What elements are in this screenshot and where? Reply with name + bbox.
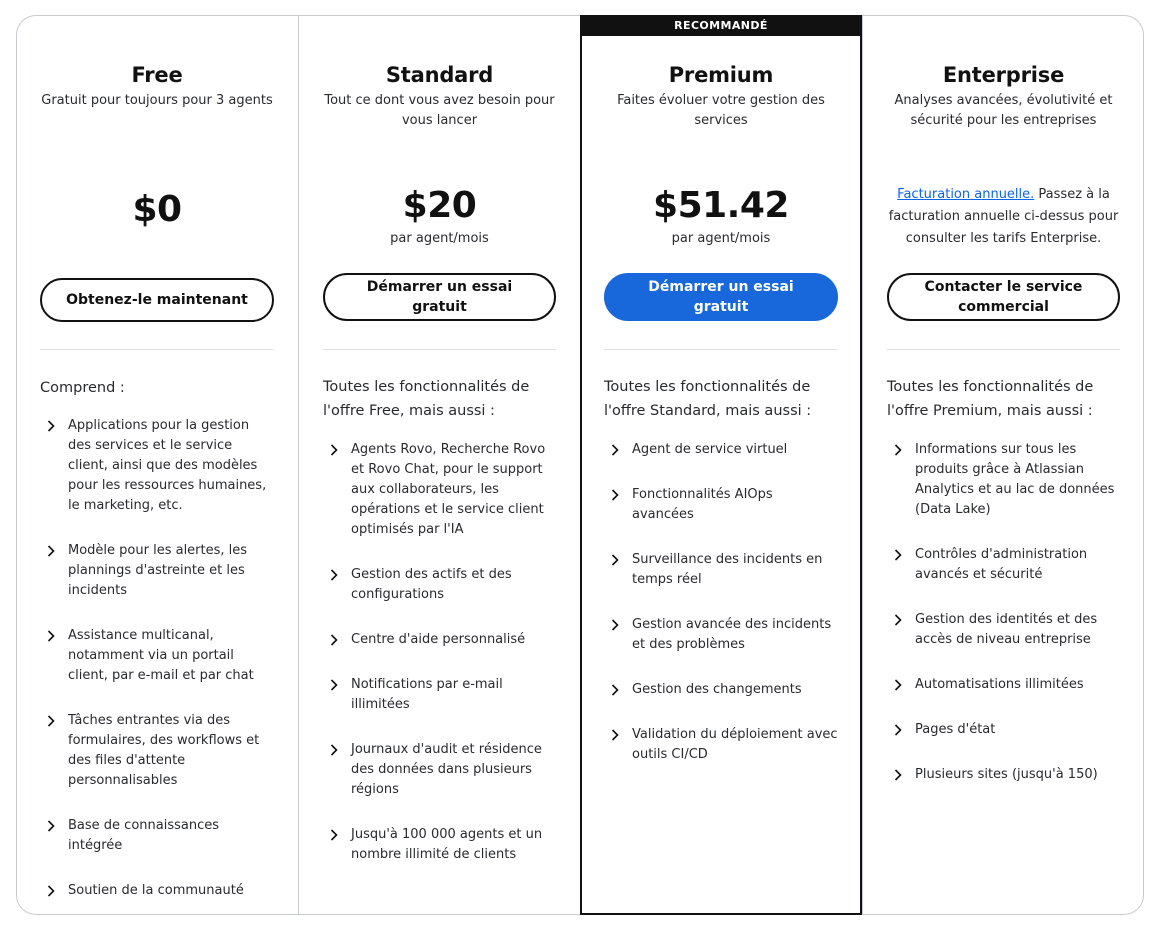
chevron-right-icon [44,714,58,728]
feature-item: Jusqu'à 100 000 agents et un nombre illimité de clients [323,825,556,865]
chevron-right-icon [44,629,58,643]
includes-heading: Toutes les fonctionnalités de l'offre Standard, mais aussi : [604,379,812,419]
chevron-right-icon [891,613,905,627]
recommended-badge: RECOMMANDÉ [580,15,862,36]
price-unit: par agent/mois [671,231,771,246]
plan-premium [580,15,862,915]
chevron-right-icon [891,678,905,692]
chevron-right-icon [327,568,341,582]
plan-free [16,15,298,915]
price-unit: par agent/mois [390,231,489,246]
chevron-right-icon [327,633,341,647]
feature-list [40,416,274,926]
feature-item: Soutien de la communauté [40,881,274,901]
feature-item: Gestion des actifs et des configurations [323,565,556,605]
chevron-right-icon [891,548,905,562]
feature-item: Assistance multicanal, notamment via un portail client, par e-mail et par chat [40,626,274,686]
feature-list [604,440,838,790]
chevron-right-icon [891,768,905,782]
chevron-right-icon [891,723,905,737]
chevron-right-icon [44,544,58,558]
feature-item: Base de connaissances intégrée [40,816,274,856]
chevron-right-icon [608,488,622,502]
divider [323,349,556,350]
feature-list [887,440,1120,810]
start-free-trial-button[interactable]: Démarrer un essai gratuit [604,273,838,321]
feature-item: Validation du déploiement avec outils CI/CD [604,725,838,765]
chevron-right-icon [327,443,341,457]
chevron-right-icon [608,728,622,742]
feature-item: Gestion des identités et des accès de niveau entreprise [887,610,1120,650]
feature-item: Fonctionnalités AIOps avancées [604,485,838,525]
feature-item: Gestion avancée des incidents et des problèmes [604,615,838,655]
plan-tagline: Tout ce dont vous avez besoin pour vous lancer [324,93,555,128]
feature-item: Pages d'état [887,720,1120,740]
plan-tagline: Gratuit pour toujours pour 3 agents [41,93,273,108]
feature-list [323,440,556,890]
feature-item: Plusieurs sites (jusqu'à 150) [887,765,1120,785]
divider [604,349,838,350]
get-it-now-button[interactable]: Obtenez-le maintenant [40,278,274,322]
divider [887,349,1120,350]
plan-name: Standard [385,63,494,87]
chevron-right-icon [608,618,622,632]
chevron-right-icon [44,884,58,898]
plan-enterprise [862,15,1144,915]
chevron-right-icon [891,443,905,457]
feature-item: Journaux d'audit et résidence des données dans plusieurs régions [323,740,556,800]
chevron-right-icon [44,819,58,833]
feature-item: Contrôles d'administration avancés et sécurité [887,545,1120,585]
plan-tagline: Faites évoluer votre gestion des services [617,93,825,128]
feature-item: Automatisations illimitées [887,675,1120,695]
plan-name: Premium [668,63,774,87]
divider [40,349,274,350]
billing-note: Facturation annuelle. Passez à la facturation annuelle ci-dessus pour consulter les tarifs Enterprise. [888,187,1119,246]
feature-item: Applications pour la gestion des services et le service client, ainsi que des modèles pour les ressources humaines, le marketing, etc. [40,416,274,516]
annual-billing-link[interactable]: Facturation annuelle. [897,187,1035,202]
start-free-trial-button[interactable]: Démarrer un essai gratuit [323,273,556,321]
includes-heading: Comprend : [40,380,125,396]
includes-heading: Toutes les fonctionnalités de l'offre Premium, mais aussi : [887,379,1094,419]
feature-item: Surveillance des incidents en temps réel [604,550,838,590]
plan-price: $0 [132,189,182,230]
plan-name: Enterprise [942,63,1065,87]
feature-item: Centre d'aide personnalisé [323,630,556,650]
plan-standard [298,15,580,915]
plan-tagline: Analyses avancées, évolutivité et sécurité pour les entreprises [894,93,1113,128]
chevron-right-icon [608,443,622,457]
chevron-right-icon [327,828,341,842]
contact-sales-button[interactable]: Contacter le service commercial [887,273,1120,321]
plan-price: $20 [402,185,477,226]
feature-item: Agent de service virtuel [604,440,838,460]
plan-name: Free [131,63,183,87]
chevron-right-icon [327,743,341,757]
includes-heading: Toutes les fonctionnalités de l'offre Free, mais aussi : [323,379,530,419]
feature-item: Modèle pour les alertes, les plannings d'astreinte et les incidents [40,541,274,601]
feature-item: Gestion des changements [604,680,838,700]
chevron-right-icon [44,419,58,433]
chevron-right-icon [608,553,622,567]
feature-item: Notifications par e-mail illimitées [323,675,556,715]
feature-item: Tâches entrantes via des formulaires, des workflows et des files d'attente personnalisables [40,711,274,791]
feature-item: Informations sur tous les produits grâce à Atlassian Analytics et au lac de données (Data Lake) [887,440,1120,520]
plan-price: $51.42 [653,185,789,226]
feature-item: Agents Rovo, Recherche Rovo et Rovo Chat, pour le support aux collaborateurs, les opérations et le service client optimisés par l'IA [323,440,556,540]
chevron-right-icon [608,683,622,697]
chevron-right-icon [327,678,341,692]
